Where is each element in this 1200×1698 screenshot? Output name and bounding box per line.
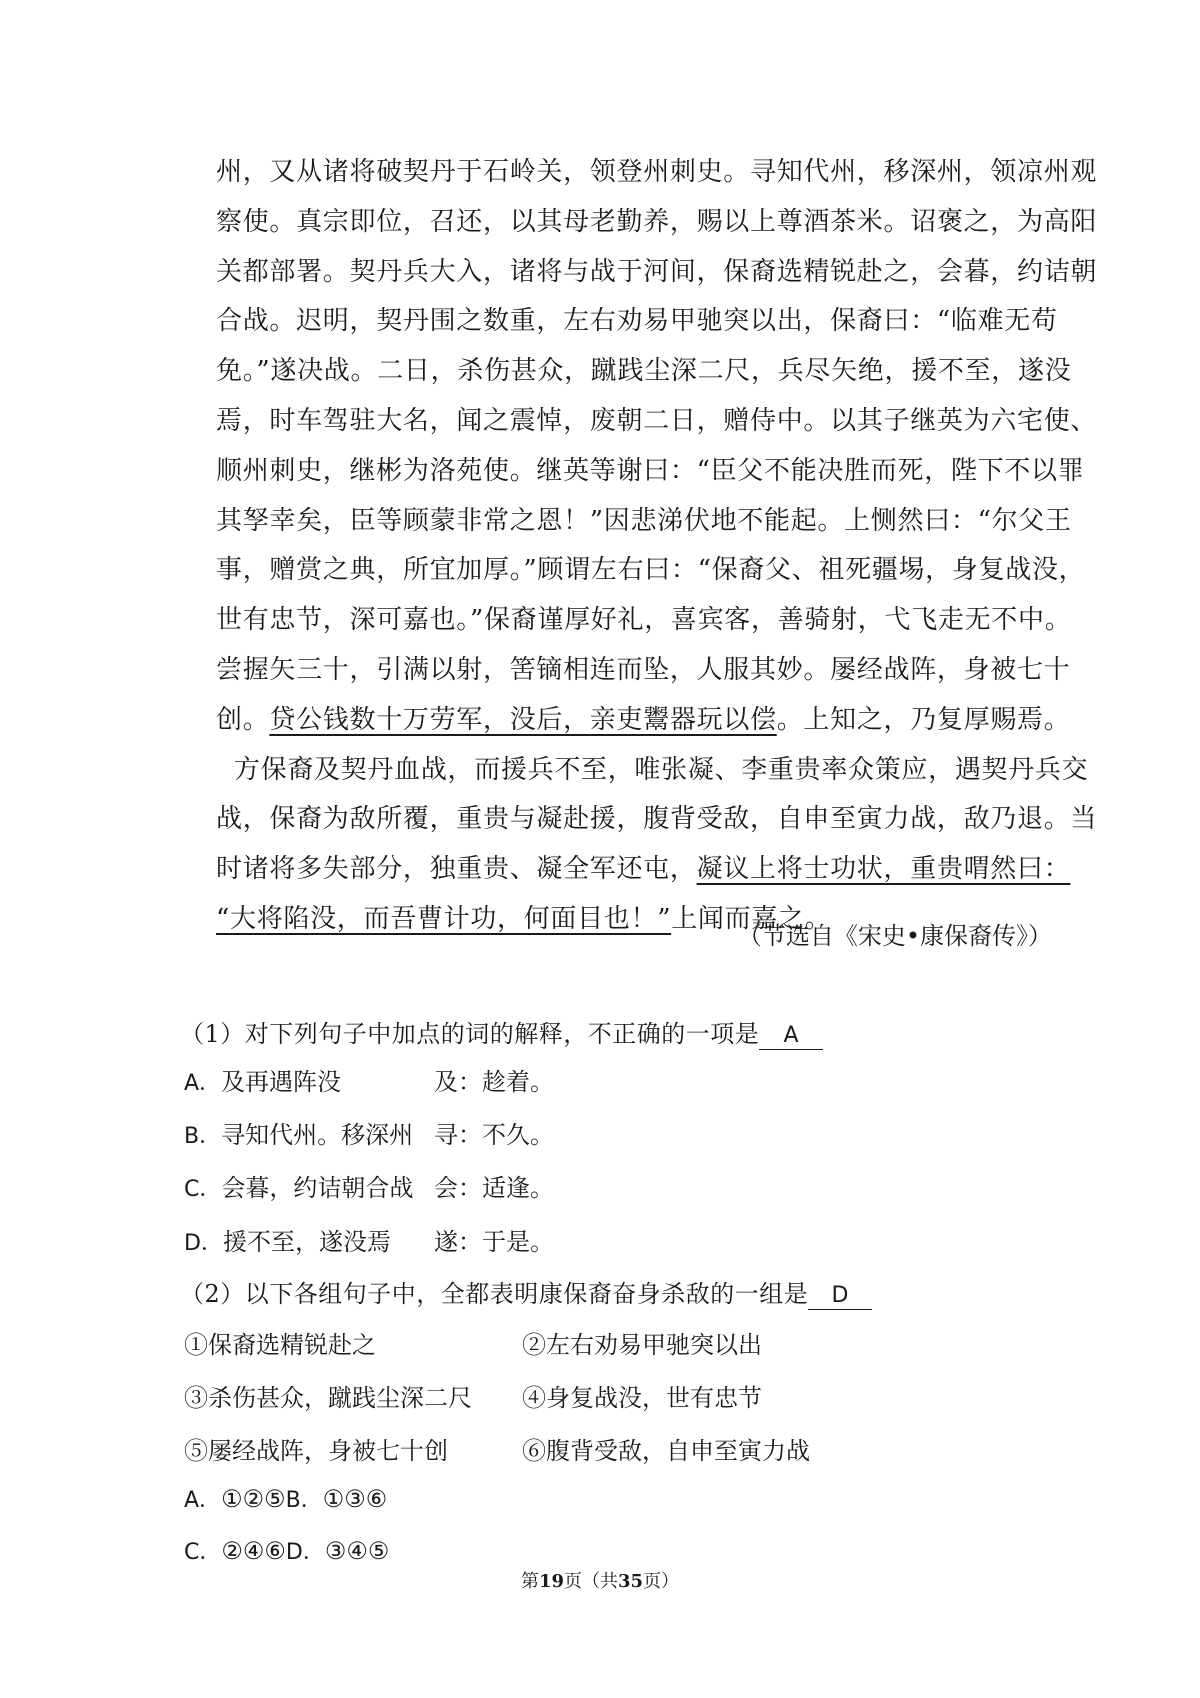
option-gloss: 遂：于是。 [434, 1228, 554, 1256]
passage-line: 合战。迟明，契丹围之数重，左右劝易甲驰突以出，保裔曰：“临难无苟 [216, 306, 1058, 337]
question-text: （1）对下列句子中加点的词的解释，不正确的一项是 [180, 1020, 760, 1048]
answer-blank: D [808, 1283, 872, 1310]
numbered-item: ④身复战没，世有忠节 [522, 1384, 762, 1412]
passage-line: 其孥幸矣，臣等顾蒙非常之恩！”因悲涕伏地不能起。上恻然曰：“尔父王 [216, 505, 1072, 536]
option-label: C． [184, 1540, 222, 1565]
question-2-items-row [184, 1325, 762, 1360]
option-sentence: 及再遇阵没 [221, 1068, 342, 1096]
passage-line: 事，赠赏之典，所宜加厚。”顾谓左右曰：“保裔父、祖死疆埸，身复战没， [216, 555, 1086, 586]
question-1-option-d [184, 1222, 554, 1257]
underlined-sentence: “大将陷没，而吾曹计功，何面目也！” [216, 903, 672, 934]
passage-line [216, 696, 1071, 746]
question-2-stem [180, 1274, 872, 1310]
passage-text: 上闻而嘉之。 [671, 903, 832, 934]
option-label: B． [285, 1488, 323, 1513]
option-label: D． [184, 1231, 223, 1256]
question-1-stem [180, 1014, 823, 1050]
total-pages-number: 35 [618, 1571, 644, 1592]
passage-line: 尝握矢三十，引满以射，筈镝相连而坠，人服其妙。屡经战阵，身被七十 [216, 654, 1071, 685]
option-label: A． [184, 1488, 222, 1513]
answer-blank: A [759, 1023, 823, 1050]
option-gloss: 及：趁着。 [434, 1068, 554, 1096]
passage-line: 免。”遂决战。二日，杀伤甚众，蹴践尘深二尺，兵尽矢绝，援不至，遂没 [216, 356, 1072, 387]
passage-line: 方保裔及契丹血战，而援兵不至，唯张凝、李重贵率众策应，遇契丹兵交 [216, 754, 1089, 785]
option-value: ②④⑥ [221, 1537, 286, 1565]
page-footer [0, 1567, 1200, 1593]
passage-line: 世有忠节，深可嘉也。”保裔谨厚好礼，喜宾客，善骑射，弋飞走无不中。 [216, 605, 1072, 636]
option-gloss: 会：适逢。 [434, 1174, 554, 1202]
passage-line: 战，保裔为敌所覆，重贵与凝赴援，腹背受敌，自申至寅力战，敌乃退。当 [216, 804, 1098, 835]
footer-text: 页（共 [564, 1571, 618, 1592]
question-1-option-b [184, 1115, 554, 1150]
passage-line: 州，又从诸将破契丹于石岭关，领登州刺史。寻知代州，移深州，领凉州观 [216, 157, 1098, 187]
question-2-choices-row [184, 1483, 387, 1514]
passage-source: （节选自《宋史•康保裔传》） [737, 922, 1052, 950]
numbered-item: ⑥腹背受敌，自申至寅力战 [522, 1437, 810, 1465]
current-page-number: 19 [538, 1571, 564, 1592]
question-text: （2）以下各组句子中，全都表明康保裔奋身杀敌的一组是 [180, 1280, 809, 1308]
passage-line: 关都部署。契丹兵大入，诸将与战于河间，保裔选精锐赴之，会暮，约诘朝 [216, 256, 1098, 287]
passage-line: 察使。真宗即位，召还，以其母老勤养，赐以上尊酒茶米。诏褒之，为高阳 [216, 206, 1098, 237]
option-label: C． [184, 1177, 222, 1202]
option-sentence: 寻知代州。移深州 [221, 1121, 414, 1149]
option-sentence: 援不至，遂没焉 [222, 1228, 391, 1256]
numbered-item: ⑤屡经战阵，身被七十创 [184, 1437, 448, 1465]
option-sentence: 会暮，约诘朝合战 [221, 1174, 414, 1202]
option-gloss: 寻：不久。 [434, 1121, 554, 1149]
option-label: B． [184, 1124, 222, 1149]
passage [216, 148, 1098, 945]
footer-text: 第 [520, 1571, 539, 1592]
footer-text: 页） [643, 1571, 680, 1592]
option-label: A． [184, 1071, 222, 1096]
question-2-items-row [184, 1378, 762, 1413]
passage-text: 创。 [216, 704, 270, 735]
passage-line [216, 845, 1071, 895]
numbered-item: ③杀伤甚众，蹴践尘深二尺 [184, 1384, 472, 1412]
numbered-item: ①保裔选精锐赴之 [184, 1331, 376, 1359]
question-1-option-c [184, 1168, 554, 1203]
underlined-sentence: 贷公钱数十万劳军，没后，亲吏鬻器玩以偿 [269, 704, 777, 735]
option-label: D． [285, 1540, 325, 1565]
option-value: ①③⑥ [322, 1485, 388, 1513]
question-2-items-row [184, 1431, 810, 1466]
option-value: ③④⑤ [324, 1537, 390, 1565]
question-1-option-a [184, 1062, 554, 1097]
passage-line: 顺州刺史，继彬为洛苑使。继英等谢曰：“臣父不能决胜而死，陛下不以罪 [216, 455, 1085, 486]
underlined-sentence: 凝议上将士功状，重贵喟然曰： [696, 854, 1071, 885]
question-2-choices-row [184, 1535, 389, 1566]
option-value: ①②⑤ [221, 1485, 286, 1513]
passage-text: 时诸将多失部分，独重贵、凝全军还屯， [216, 854, 697, 885]
passage-text: 。上知之，乃复厚赐焉。 [776, 704, 1071, 735]
numbered-item: ②左右劝易甲驰突以出 [522, 1331, 762, 1359]
passage-line: 焉，时车驾驻大名，闻之震悼，废朝二日，赠侍中。以其子继英为六宅使、 [216, 405, 1098, 436]
